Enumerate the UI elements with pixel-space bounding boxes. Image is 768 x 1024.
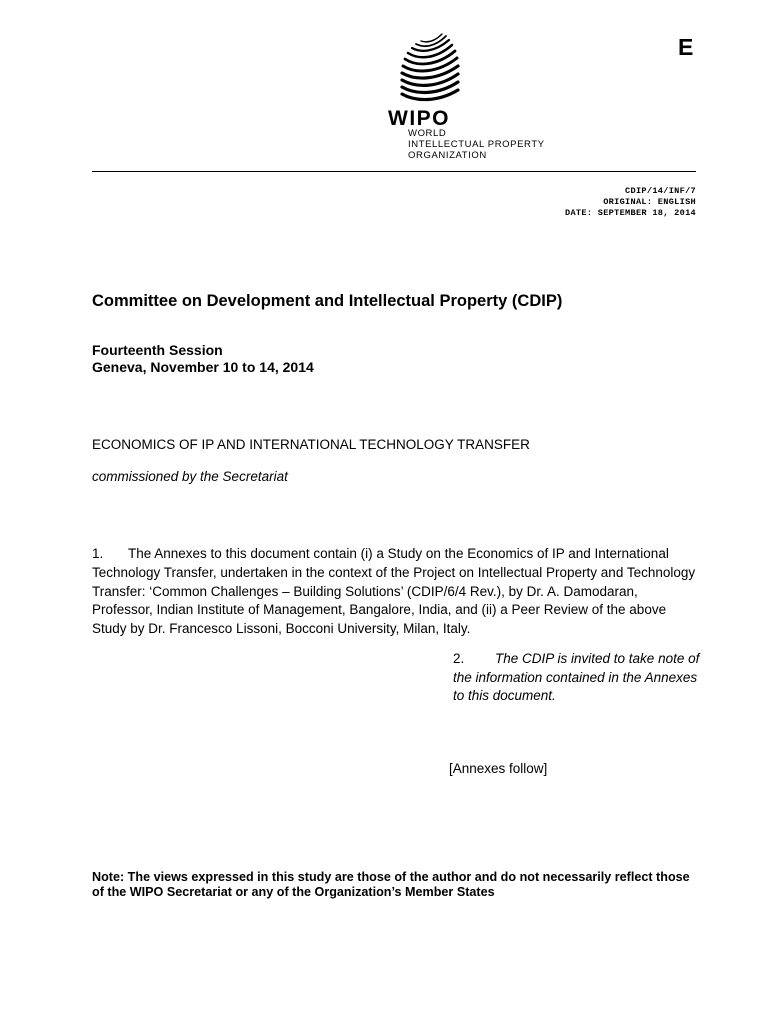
paragraph-text: The CDIP is invited to take note of the information contained in the Annexes to this document. bbox=[453, 651, 700, 704]
paragraph-number: 2. bbox=[453, 651, 465, 666]
session-place-date: Geneva, November 10 to 14, 2014 bbox=[92, 359, 314, 375]
paragraph-2 bbox=[453, 650, 703, 706]
disclaimer-note: Note: The views expressed in this study are those of the author and do not necessarily reflect those of the WIPO Secretariat or any of the Organization’s Member States bbox=[92, 870, 690, 900]
paragraph-number: 1. bbox=[92, 546, 104, 561]
committee-title: Committee on Development and Intellectual Property (CDIP) bbox=[92, 292, 563, 310]
commissioned-by: commissioned by the Secretariat bbox=[92, 469, 288, 484]
document-metadata bbox=[565, 186, 696, 219]
logo-wordmark: WIPO bbox=[388, 107, 450, 130]
logo-line-2: INTELLECTUAL PROPERTY bbox=[408, 139, 545, 150]
document-title: ECONOMICS OF IP AND INTERNATIONAL TECHNOLOGY TRANSFER bbox=[92, 437, 530, 452]
paragraph-1 bbox=[92, 545, 700, 639]
header-divider bbox=[92, 171, 696, 172]
logo-line-3: ORGANIZATION bbox=[408, 150, 487, 161]
original-language: ORIGINAL: ENGLISH bbox=[603, 197, 696, 207]
logo-line-1: WORLD bbox=[408, 128, 447, 139]
wipo-emblem-icon bbox=[398, 32, 468, 108]
session-name: Fourteenth Session bbox=[92, 342, 223, 358]
document-date: DATE: SEPTEMBER 18, 2014 bbox=[565, 208, 696, 218]
wipo-logo bbox=[384, 32, 574, 162]
paragraph-text: The Annexes to this document contain (i) a Study on the Economics of IP and International Technology Transfer, undertaken in the context of the Project on Intellectual Property and Technology Transfer: ‘Common Challenges – Building Solutions’ (CDIP/6/4 Rev.), by Dr. A. Damodaran, Professor, Indian Institute of Management, Bangalore, India, and (ii) a Peer Review of the above Study by Dr. Francesco Lissoni, Bocconi University, Milan, Italy. bbox=[92, 546, 696, 637]
session-info bbox=[92, 342, 314, 376]
annexes-follow: [Annexes follow] bbox=[449, 761, 548, 776]
language-code: E bbox=[678, 34, 694, 60]
document-symbol: CDIP/14/INF/7 bbox=[625, 186, 696, 196]
